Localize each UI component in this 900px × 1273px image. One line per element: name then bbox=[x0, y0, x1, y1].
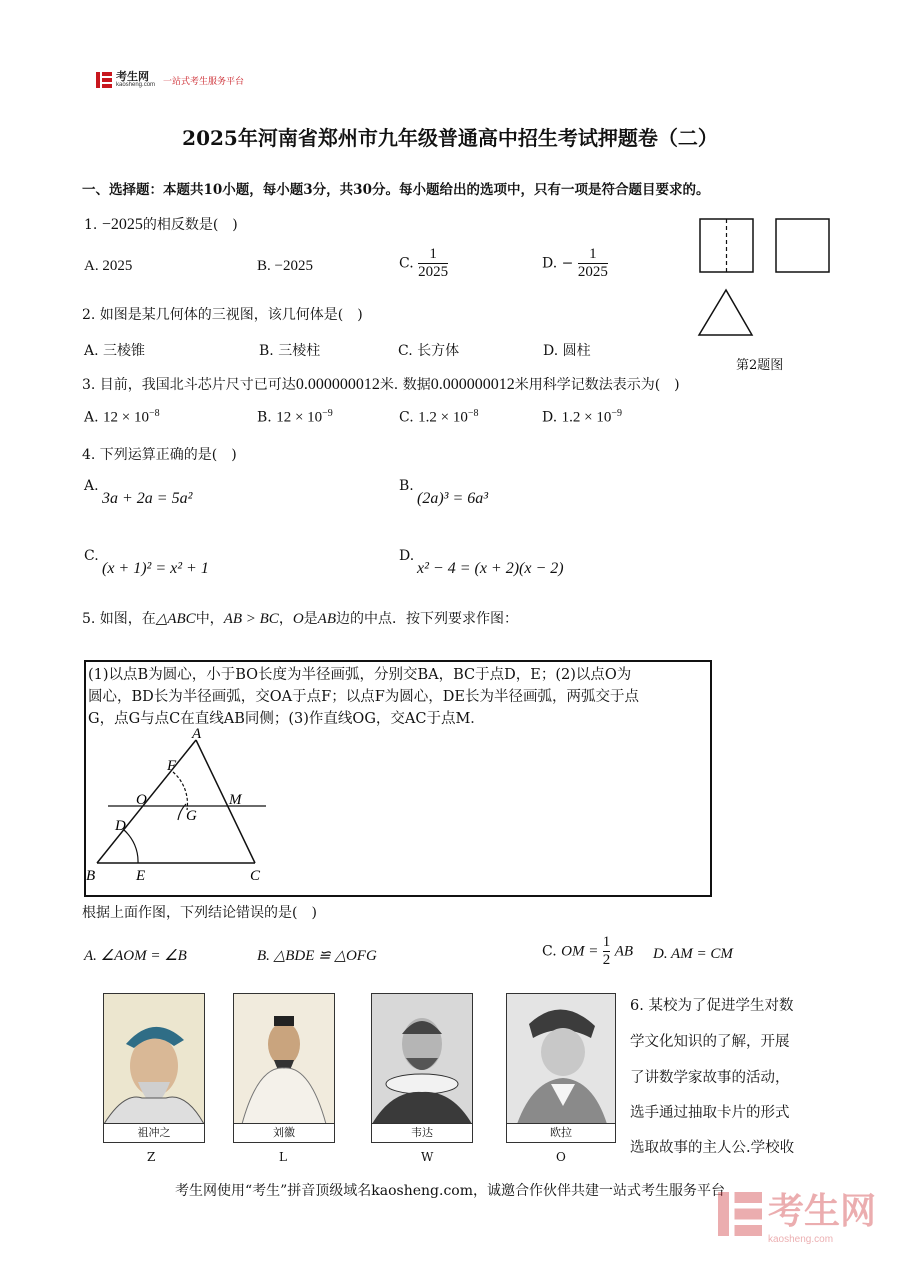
option-label: C. bbox=[399, 409, 414, 426]
side-view-square bbox=[776, 219, 829, 272]
portrait-card-zu bbox=[103, 993, 205, 1143]
q4-option-c[interactable]: (x + 1)² = x² + 1 bbox=[102, 560, 209, 577]
fraction-numerator: 1 bbox=[602, 934, 611, 950]
fraction-denominator: 2025 bbox=[418, 264, 449, 280]
q3-option-c[interactable] bbox=[399, 408, 478, 427]
portrait-liu-name: 刘徽 bbox=[234, 1123, 334, 1142]
q3-text-a: 3. 目前，我国北斗芯片尺寸已可达 bbox=[82, 377, 296, 393]
q5-text-c: ， bbox=[278, 611, 293, 627]
q5-option-c[interactable] bbox=[542, 934, 633, 969]
q3-option-d[interactable] bbox=[542, 408, 622, 427]
logo-text: 考生网 bbox=[116, 71, 149, 83]
q5-construction-figure bbox=[86, 728, 306, 888]
option-label: B. bbox=[257, 409, 272, 426]
label-e: E bbox=[136, 868, 146, 884]
watermark-logo-icon bbox=[718, 1192, 762, 1236]
portrait-letter-o: O bbox=[556, 1150, 566, 1164]
q1-option-c[interactable] bbox=[399, 246, 448, 281]
q5-option-b[interactable]: B. △BDE ≌ △OFG bbox=[257, 948, 377, 964]
option-label: C. bbox=[542, 943, 557, 960]
q2-figure-caption: 第2题图 bbox=[736, 358, 784, 373]
q5-text-e: 边的中点．按下列要求作图： bbox=[335, 611, 518, 627]
fraction-denominator: 2 bbox=[602, 952, 611, 968]
q4-option-b[interactable]: (2a)³ = 6a³ bbox=[417, 490, 489, 507]
q4-option-c-label: C. bbox=[84, 548, 99, 564]
q4-option-a[interactable]: 3a + 2a = 5a² bbox=[102, 490, 193, 507]
q3-text-b: 米. 数据 bbox=[379, 377, 431, 393]
top-view-triangle bbox=[699, 290, 752, 335]
arc-de bbox=[124, 830, 138, 863]
q1-option-d-fraction bbox=[578, 246, 608, 281]
logo-slogan: 一站式考生服务平台 bbox=[163, 75, 245, 86]
box-line-1: (1)以点B为圆心，小于BO长度为半径画弧，分别交BA，BC于点D，E；(2)以点O为 bbox=[88, 667, 632, 683]
q2-option-b[interactable]: B. 三棱柱 bbox=[259, 343, 321, 359]
label-a: A bbox=[192, 728, 202, 742]
q3-number: 0.000000012 bbox=[295, 376, 380, 393]
q1-expression: −2025 bbox=[101, 216, 143, 233]
option-fraction bbox=[603, 934, 611, 969]
option-value: 12 × 10 bbox=[276, 409, 323, 426]
q1-option-d[interactable] bbox=[542, 246, 608, 281]
fraction-numerator: 1 bbox=[429, 246, 437, 262]
option-exponent: −8 bbox=[148, 408, 160, 419]
portrait-card-ou bbox=[506, 993, 616, 1143]
option-rhs: AB bbox=[614, 943, 634, 960]
box-line-3: G，点G与点C在直线AB同侧；(3)作直线OG，交AC于点M． bbox=[88, 711, 485, 727]
header-logo bbox=[96, 72, 244, 88]
label-b: B bbox=[86, 868, 96, 884]
q3-stem bbox=[82, 374, 680, 394]
portrait-letter-z: Z bbox=[147, 1150, 156, 1164]
q5-text-d: 是 bbox=[303, 611, 318, 627]
option-exponent: −8 bbox=[467, 408, 479, 419]
q1-option-c-fraction bbox=[418, 246, 448, 281]
watermark-text: 考生网 bbox=[767, 1190, 876, 1231]
q5-text-a: 5. 如图，在 bbox=[82, 611, 156, 627]
q5-triangle: △ABC bbox=[155, 611, 196, 627]
q1-option-a[interactable]: A. 2025 bbox=[84, 258, 133, 274]
q1-text: 的相反数是( ) bbox=[142, 217, 238, 233]
q6-line-2: 学文化知识的了解，开展 bbox=[630, 1034, 790, 1050]
watermark-domain: kaosheng.com bbox=[767, 1234, 834, 1245]
q4-option-d-label: D. bbox=[399, 548, 415, 564]
q5-option-a[interactable]: A. ∠AOM = ∠B bbox=[84, 948, 187, 964]
q2-option-a[interactable]: A. 三棱锥 bbox=[84, 343, 146, 359]
q1-option-c-label: C. bbox=[399, 255, 414, 272]
portrait-zu-name: 祖冲之 bbox=[104, 1123, 204, 1142]
q5-construction-box bbox=[84, 660, 712, 897]
q4-option-b-label: B. bbox=[399, 478, 414, 494]
option-exponent: −9 bbox=[322, 408, 333, 419]
option-label: D. bbox=[542, 409, 558, 426]
q3-number-repeat: 0.000000012 bbox=[430, 376, 515, 393]
q6-line-4: 选手通过抽取卡片的形式 bbox=[630, 1105, 790, 1121]
q4-stem: 4. 下列运算正确的是( ) bbox=[82, 447, 237, 463]
portrait-letter-l: L bbox=[279, 1150, 287, 1164]
option-label: A. bbox=[84, 409, 99, 426]
q5-stem bbox=[82, 608, 518, 628]
label-c: C bbox=[250, 868, 261, 884]
label-d: D bbox=[115, 818, 126, 834]
q2-stem: 2. 如图是某几何体的三视图，该几何体是( ) bbox=[82, 307, 363, 323]
portrait-ou-name: 欧拉 bbox=[507, 1123, 615, 1142]
q1-number: 1. bbox=[84, 217, 98, 233]
q6-line-3: 了讲数学家故事的活动， bbox=[630, 1070, 790, 1086]
kaosheng-logo-icon bbox=[96, 72, 112, 88]
portrait-letter-w: W bbox=[421, 1150, 434, 1164]
watermark bbox=[718, 1183, 876, 1245]
q5-question: 根据上面作图，下列结论错误的是( ) bbox=[82, 905, 317, 921]
portrait-liu-image bbox=[234, 994, 334, 1124]
portrait-wei-name: 韦达 bbox=[372, 1123, 472, 1142]
page-title: 2025年河南省郑州市九年级普通高中招生考试押题卷（二） bbox=[182, 126, 718, 150]
option-value: 1.2 × 10 bbox=[561, 409, 612, 426]
q5-segment-ab: AB bbox=[317, 611, 336, 627]
q3-option-a[interactable] bbox=[84, 408, 160, 427]
box-line-2: 圆心，BD长为半径画弧，交OA于点F；以点F为圆心，DE长为半径画弧，两弧交于点 bbox=[88, 689, 639, 705]
label-m: M bbox=[229, 792, 242, 808]
q5-option-d[interactable]: D. AM = CM bbox=[653, 946, 733, 962]
q5-text-b: 中， bbox=[195, 611, 224, 627]
segment-ac bbox=[196, 740, 255, 863]
q2-option-d[interactable]: D. 圆柱 bbox=[543, 343, 591, 359]
portrait-card-wei bbox=[371, 993, 473, 1143]
label-o: O bbox=[136, 792, 147, 808]
option-lhs: OM = bbox=[561, 943, 599, 960]
q4-option-d[interactable]: x² − 4 = (x + 2)(x − 2) bbox=[417, 560, 564, 577]
q2-option-c[interactable]: C. 长方体 bbox=[398, 343, 460, 359]
portrait-zu-image bbox=[104, 994, 204, 1124]
page-footer: 考生网使用“考生”拼音顶级域名kaosheng.com，诚邀合作伙伴共建一站式考生服务平台 bbox=[174, 1183, 726, 1199]
label-g: G bbox=[186, 808, 197, 824]
option-value: 1.2 × 10 bbox=[418, 409, 468, 426]
portrait-ou-image bbox=[507, 994, 615, 1124]
q1-stem bbox=[84, 214, 238, 234]
fraction-denominator: 2025 bbox=[577, 264, 608, 280]
label-f: F bbox=[167, 758, 177, 774]
q3-option-b[interactable] bbox=[257, 408, 333, 427]
option-exponent: −9 bbox=[611, 408, 622, 419]
q1-option-d-label: D. − bbox=[542, 255, 574, 272]
q2-three-view-figure bbox=[690, 210, 840, 340]
fraction-numerator: 1 bbox=[589, 246, 597, 262]
q6-line-1: 6. 某校为了促进学生对数 bbox=[630, 998, 794, 1014]
q6-line-5: 选取故事的主人公.学校收 bbox=[630, 1140, 795, 1156]
q1-option-b[interactable]: B. −2025 bbox=[257, 258, 313, 274]
option-value: 12 × 10 bbox=[103, 409, 149, 426]
q3-text-c: 米用科学记数法表示为( ) bbox=[514, 377, 680, 393]
q5-inequality: AB > BC bbox=[223, 611, 279, 627]
logo-domain: kaosheng.com bbox=[116, 82, 156, 88]
portrait-card-liu bbox=[233, 993, 335, 1143]
q4-option-a-label: A. bbox=[84, 478, 99, 494]
section-heading: 一、选择题：本题共10小题，每小题3分，共30分。每小题给出的选项中，只有一项是符合题目要求的。 bbox=[82, 182, 710, 198]
portrait-wei-image bbox=[372, 994, 472, 1124]
q5-point-o: O bbox=[292, 611, 304, 627]
